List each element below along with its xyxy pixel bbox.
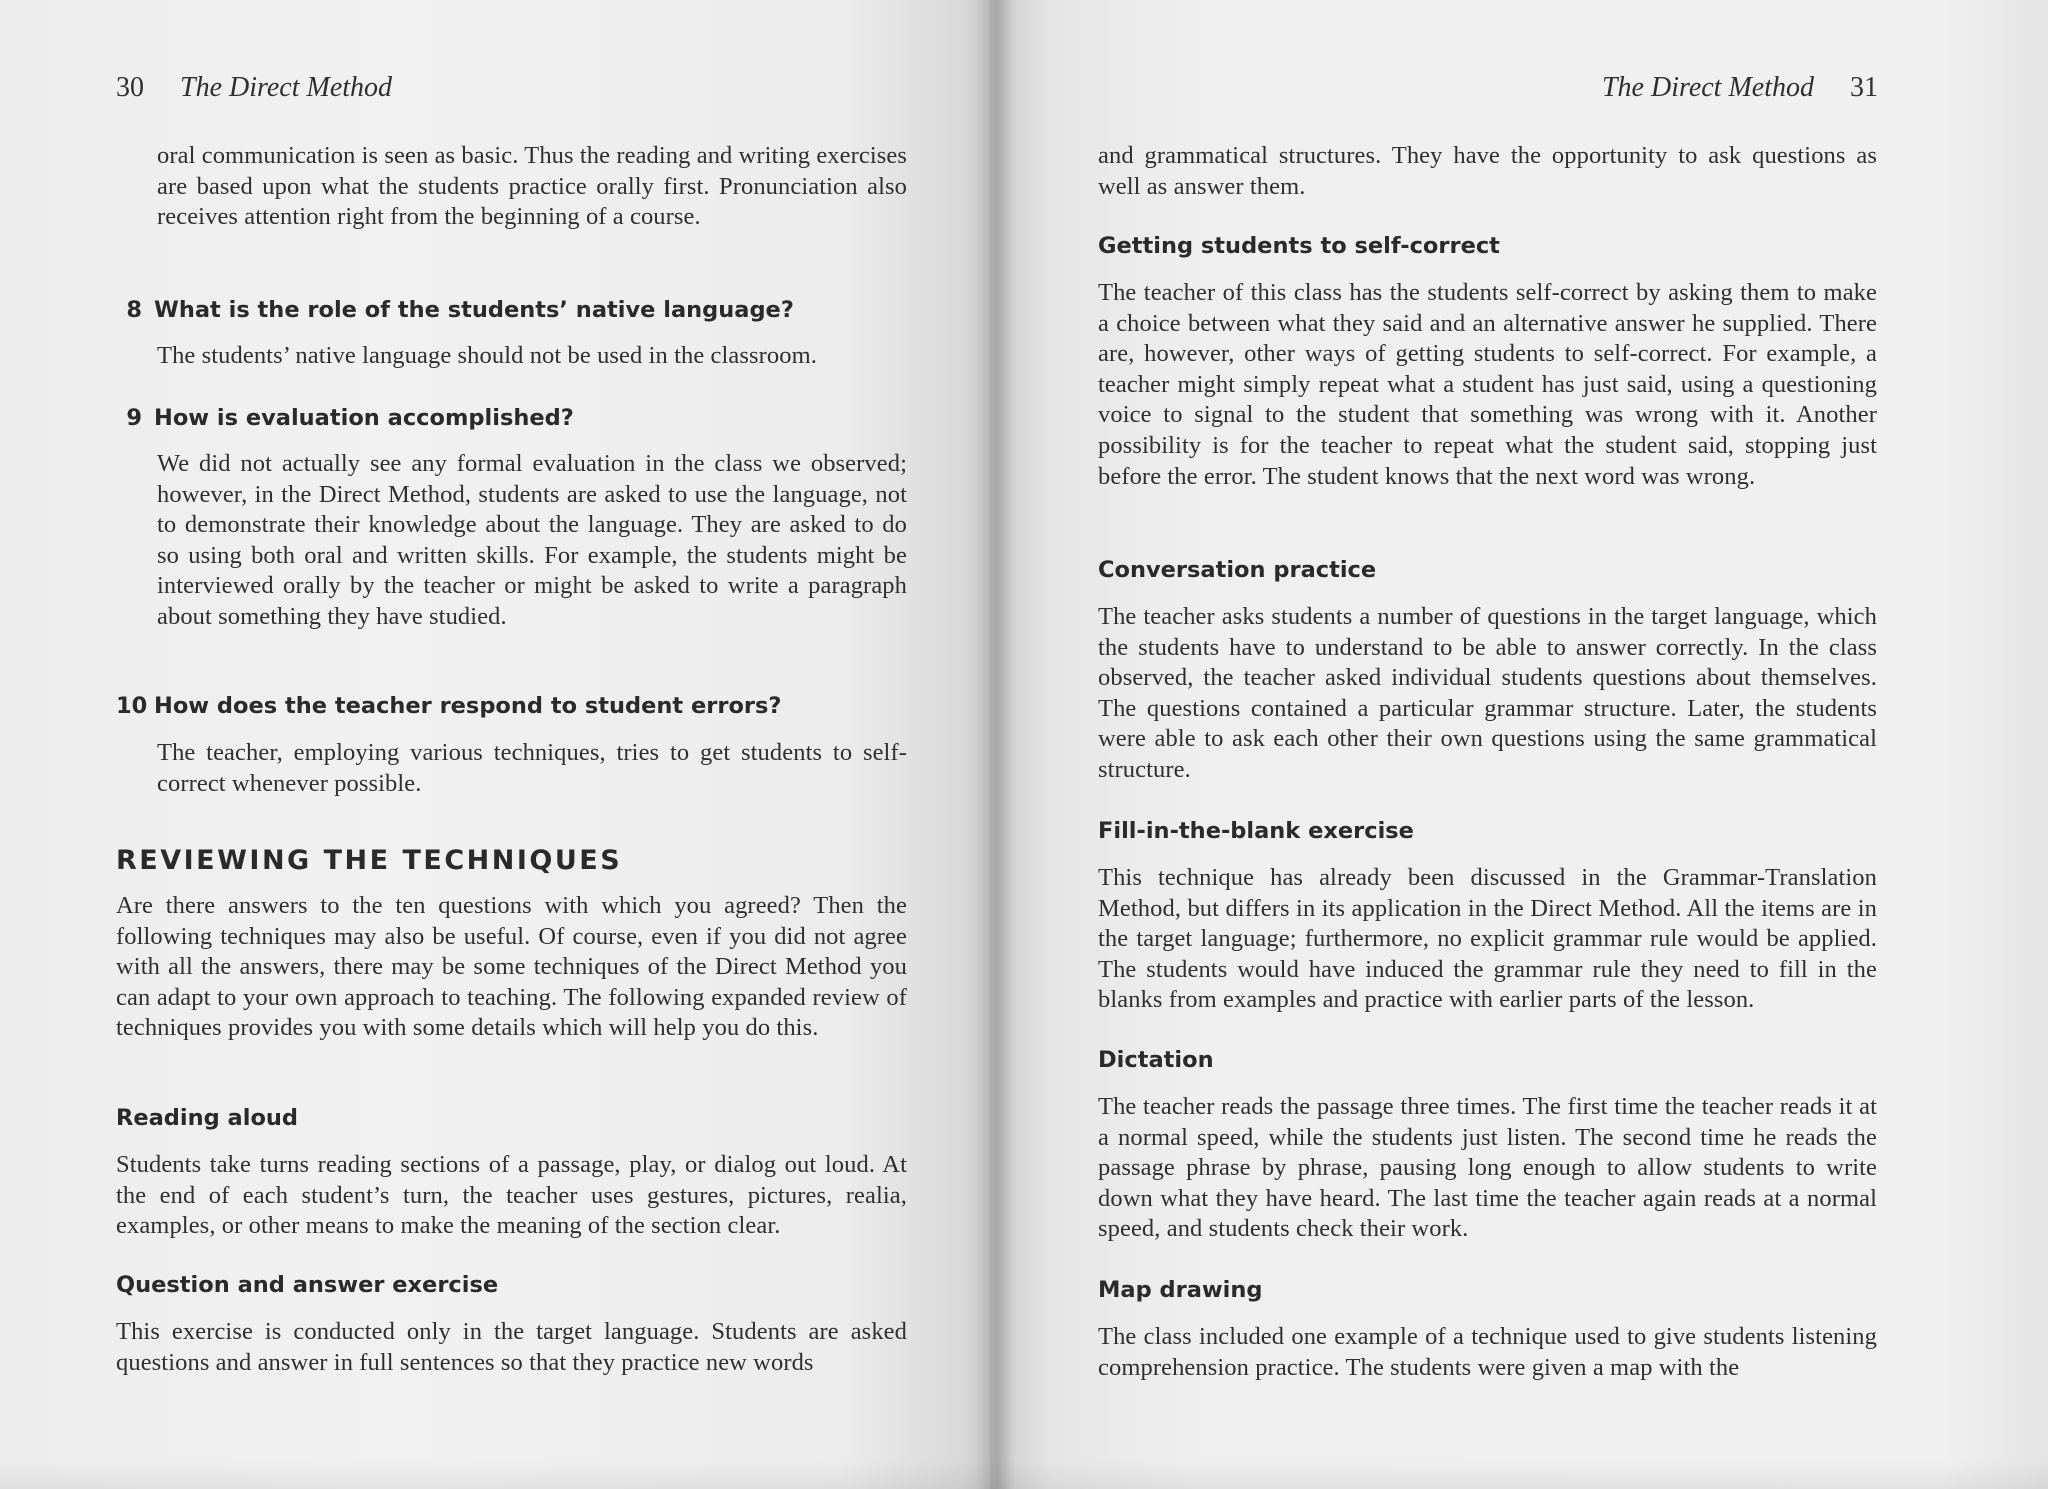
- left-intro-block: [157, 141, 907, 233]
- technique-heading-reading-aloud: Reading aloud: [116, 1105, 299, 1131]
- technique-text-map-drawing: The class included one example of a technique used to give students listening comprehension practice. The students were given a map with the: [1098, 1323, 1877, 1381]
- book-gutter-shadow: [975, 0, 1015, 1489]
- question-text: How is evaluation accomplished?: [154, 405, 574, 431]
- left-page: [0, 0, 990, 1489]
- left-running-title: The Direct Method: [180, 72, 393, 103]
- technique-text-reading-aloud: Students take turns reading sections of a passage, play, or dialog out loud. At the end of each student’s turn, the teacher uses gestures, pictures, realia, examples, or other means to make the meaning of the section clear.: [116, 1151, 907, 1240]
- section-title: REVIEWING THE TECHNIQUES: [116, 845, 623, 876]
- right-page-number: 31: [1850, 72, 1878, 103]
- question-8-answer: The students’ native language should not be used in the classroom.: [157, 342, 818, 369]
- technique-text-block: [116, 1317, 907, 1378]
- right-page: [990, 0, 2048, 1489]
- question-10-answer: The teacher, employing various techniques, tries to get students to self-correct whenever possible.: [157, 739, 907, 797]
- technique-text-fill-in-blank: This technique has already been discussed in the Grammar-Translation Method, but differs in its application in the Direct Method. All the items are in the target language; furthermore, no explicit grammar rule would be applied. The students would have induced the grammar rule they need to fill in the blanks from examples and practice with earlier parts of the lesson.: [1098, 864, 1877, 1014]
- question-text: How does the teacher respond to student errors?: [154, 693, 782, 719]
- question-9-answer: We did not actually see any formal evaluation in the class we observed; however, in the Direct Method, students are asked to use the language, not to demonstrate their knowledge about the language. They are asked to do so using both oral and written skills. For example, the students might be interviewed orally by the teacher or might be asked to write a paragraph about something they have studied.: [157, 450, 907, 630]
- technique-heading-question-answer: Question and answer exercise: [116, 1272, 499, 1298]
- technique-heading-self-correct: Getting students to self-correct: [1098, 233, 1500, 259]
- left-page-number: 30: [116, 72, 144, 103]
- technique-text-block: [1098, 1092, 1877, 1245]
- technique-heading-dictation: Dictation: [1098, 1047, 1214, 1073]
- technique-heading-fill-in-blank: Fill-in-the-blank exercise: [1098, 818, 1414, 844]
- technique-text-conversation: The teacher asks students a number of questions in the target language, which the students have to understand to be able to answer correctly. In the class observed, the teacher asked individual students questions about themselves. The questions contained a particular grammar structure. Later, the students were able to ask each other their own questions using the same grammatical structure.: [1098, 603, 1877, 783]
- continued-block: [1098, 141, 1877, 202]
- question-text: What is the role of the students’ native language?: [154, 297, 794, 323]
- question-number: 9: [126, 405, 142, 431]
- question-8-answer-block: [157, 341, 907, 372]
- technique-text-self-correct: The teacher of this class has the students self-correct by asking them to make a choice between what they said and an alternative answer he supplied. There are, however, other ways of getting students to self-correct. For example, a teacher might simply repeat what a student has just said, using a questioning voice to signal to the student that something was wrong with it. Another possibility is for the teacher to repeat what the student said, stopping just before the error. The student knows that the next word was wrong.: [1098, 279, 1877, 490]
- technique-heading-conversation: Conversation practice: [1098, 557, 1377, 583]
- technique-text-question-answer: This exercise is conducted only in the target language. Students are asked questions and answer in full sentences so that they practice new words: [116, 1318, 907, 1376]
- continued-paragraph: and grammatical structures. They have the opportunity to ask questions as well as answer them.: [1098, 142, 1877, 200]
- right-running-title: The Direct Method: [1601, 72, 1814, 103]
- technique-text-block: [1098, 278, 1877, 492]
- question-10-answer-block: [157, 738, 907, 799]
- page-bottom-shade: [0, 1459, 2048, 1489]
- section-intro: Are there answers to the ten questions with which you agreed? Then the following techniques may also be useful. Of course, even if you did not agree with all the answers, there may be some techniques of the Direct Method you can adapt to your own approach to teaching. The following expanded review of techniques provides you with some details which will help you do this.: [116, 892, 907, 1042]
- question-number: 10: [116, 693, 148, 719]
- left-running-head: [116, 72, 392, 104]
- section-intro-block: [116, 891, 907, 1044]
- question-number: 8: [126, 297, 142, 323]
- question-8-heading: [116, 297, 794, 323]
- intro-paragraph: oral communication is seen as basic. Thus the reading and writing exercises are based upon what the students practice orally first. Pronunciation also receives attention right from the beginning of a course.: [157, 142, 908, 231]
- question-9-answer-block: [157, 449, 907, 633]
- technique-heading-map-drawing: Map drawing: [1098, 1277, 1263, 1303]
- technique-text-block: [1098, 1322, 1877, 1383]
- technique-text-block: [116, 1150, 907, 1242]
- question-10-heading: [116, 693, 781, 719]
- technique-text-block: [1098, 602, 1877, 786]
- technique-text-block: [1098, 863, 1877, 1016]
- technique-text-dictation: The teacher reads the passage three times. The first time the teacher reads it at a normal speed, while the students just listen. The second time he reads the passage phrase by phrase, pausing long enough to allow students to write down what they have heard. The last time the teacher again reads at a normal speed, and students check their work.: [1098, 1093, 1877, 1243]
- question-9-heading: [116, 405, 574, 431]
- right-running-head: [1602, 72, 1878, 104]
